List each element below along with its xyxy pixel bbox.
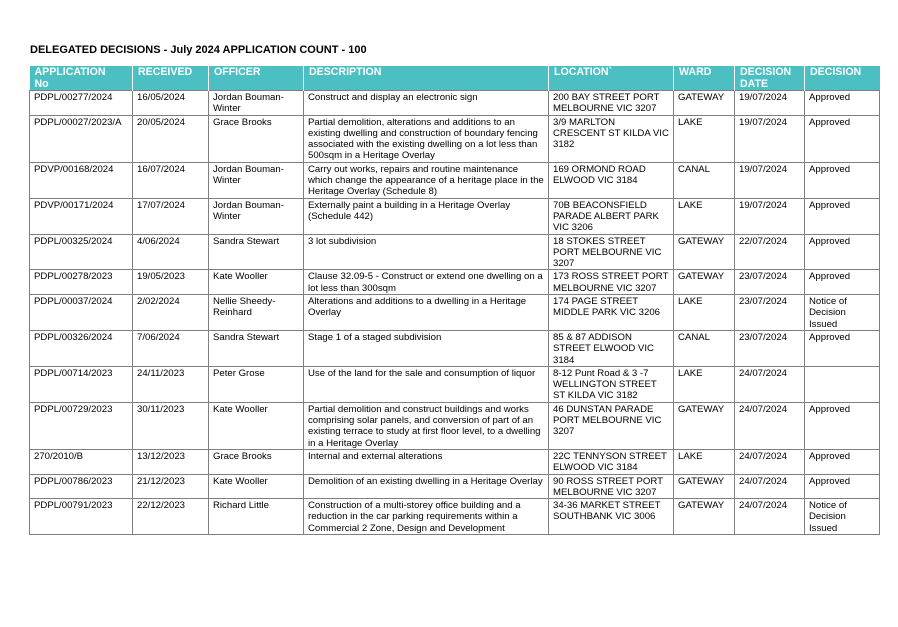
cell-decision-date: 19/07/2024 (735, 115, 805, 162)
cell-received: 7/06/2024 (133, 330, 209, 366)
cell-location: 169 ORMOND ROAD ELWOOD VIC 3184 (549, 162, 674, 198)
cell-application-no: PDPL/00277/2024 (30, 91, 133, 116)
cell-description: Alterations and additions to a dwelling in a Heritage Overlay (304, 295, 549, 331)
cell-decision-date: 19/07/2024 (735, 198, 805, 234)
cell-description: Construction of a multi-storey office building and a reduction in the car parking requirements within a Commercial 2 Zone, Design and Development (304, 499, 549, 535)
cell-description: Demolition of an existing dwelling in a Heritage Overlay (304, 474, 549, 499)
cell-decision-date: 24/07/2024 (735, 402, 805, 449)
cell-ward: GATEWAY (674, 402, 735, 449)
cell-received: 21/12/2023 (133, 474, 209, 499)
cell-officer: Jordan Bouman-Winter (209, 91, 304, 116)
cell-received: 22/12/2023 (133, 499, 209, 535)
cell-location: 18 STOKES STREET PORT MELBOURNE VIC 3207 (549, 234, 674, 270)
cell-location: 200 BAY STREET PORT MELBOURNE VIC 3207 (549, 91, 674, 116)
cell-location: 46 DUNSTAN PARADE PORT MELBOURNE VIC 3207 (549, 402, 674, 449)
cell-application-no: 270/2010/B (30, 449, 133, 474)
cell-location: 85 & 87 ADDISON STREET ELWOOD VIC 3184 (549, 330, 674, 366)
cell-ward: LAKE (674, 295, 735, 331)
cell-description: Use of the land for the sale and consumption of liquor (304, 366, 549, 402)
cell-officer: Kate Wooller (209, 270, 304, 295)
cell-description: Internal and external alterations (304, 449, 549, 474)
cell-decision-date: 22/07/2024 (735, 234, 805, 270)
header-decision-date: DECISION DATE (735, 66, 805, 91)
cell-received: 17/07/2024 (133, 198, 209, 234)
cell-ward: LAKE (674, 115, 735, 162)
cell-application-no: PDPL/00037/2024 (30, 295, 133, 331)
table-row (30, 198, 880, 234)
table-row (30, 234, 880, 270)
cell-description: 3 lot subdivision (304, 234, 549, 270)
cell-received: 19/05/2023 (133, 270, 209, 295)
header-ward: WARD (674, 66, 735, 91)
cell-officer: Sandra Stewart (209, 330, 304, 366)
cell-application-no: PDVP/00171/2024 (30, 198, 133, 234)
table-row (30, 270, 880, 295)
cell-decision: Approved (805, 449, 880, 474)
cell-application-no: PDPL/00278/2023 (30, 270, 133, 295)
table-row (30, 162, 880, 198)
cell-description: Clause 32.09-5 - Construct or extend one dwelling on a lot less than 300sqm (304, 270, 549, 295)
cell-decision: Notice of Decision Issued (805, 295, 880, 331)
cell-received: 20/05/2024 (133, 115, 209, 162)
cell-decision (805, 366, 880, 402)
cell-decision: Notice of Decision Issued (805, 499, 880, 535)
delegated-decisions-table (29, 66, 880, 535)
cell-location: 34-36 MARKET STREET SOUTHBANK VIC 3006 (549, 499, 674, 535)
cell-location: 90 ROSS STREET PORT MELBOURNE VIC 3207 (549, 474, 674, 499)
cell-location: 174 PAGE STREET MIDDLE PARK VIC 3206 (549, 295, 674, 331)
table-row (30, 402, 880, 449)
cell-officer: Grace Brooks (209, 449, 304, 474)
cell-application-no: PDPL/00791/2023 (30, 499, 133, 535)
cell-decision: Approved (805, 162, 880, 198)
cell-application-no: PDPL/00326/2024 (30, 330, 133, 366)
cell-officer: Jordan Bouman-Winter (209, 162, 304, 198)
header-decision: DECISION (805, 66, 880, 91)
cell-location: 70B BEACONSFIELD PARADE ALBERT PARK VIC 3206 (549, 198, 674, 234)
cell-decision-date: 24/07/2024 (735, 366, 805, 402)
cell-received: 30/11/2023 (133, 402, 209, 449)
cell-decision-date: 23/07/2024 (735, 270, 805, 295)
cell-location: 173 ROSS STREET PORT MELBOURNE VIC 3207 (549, 270, 674, 295)
cell-location: 8-12 Punt Road & 3 -7 WELLINGTON STREET ST KILDA VIC 3182 (549, 366, 674, 402)
cell-received: 16/05/2024 (133, 91, 209, 116)
cell-ward: GATEWAY (674, 91, 735, 116)
cell-application-no: PDPL/00027/2023/A (30, 115, 133, 162)
document-title: DELEGATED DECISIONS - July 2024 APPLICATION COUNT - 100 (30, 44, 367, 56)
cell-ward: CANAL (674, 162, 735, 198)
cell-decision-date: 24/07/2024 (735, 474, 805, 499)
cell-decision-date: 19/07/2024 (735, 91, 805, 116)
cell-description: Partial demolition, alterations and additions to an existing dwelling and construction of boundary fencing associated with the existing dwelling on a lot less than 500sqm in a Heritage Overlay (304, 115, 549, 162)
cell-ward: CANAL (674, 330, 735, 366)
cell-decision: Approved (805, 270, 880, 295)
cell-ward: LAKE (674, 366, 735, 402)
cell-decision-date: 23/07/2024 (735, 330, 805, 366)
cell-decision-date: 19/07/2024 (735, 162, 805, 198)
header-application-no: APPLICATION No (30, 66, 133, 91)
cell-ward: LAKE (674, 198, 735, 234)
table-row (30, 115, 880, 162)
cell-decision: Approved (805, 198, 880, 234)
cell-description: Externally paint a building in a Heritage Overlay (Schedule 442) (304, 198, 549, 234)
cell-received: 24/11/2023 (133, 366, 209, 402)
cell-received: 13/12/2023 (133, 449, 209, 474)
table-row (30, 91, 880, 116)
table-row (30, 499, 880, 535)
cell-decision: Approved (805, 474, 880, 499)
cell-decision: Approved (805, 330, 880, 366)
cell-description: Stage 1 of a staged subdivision (304, 330, 549, 366)
cell-location: 22C TENNYSON STREET ELWOOD VIC 3184 (549, 449, 674, 474)
cell-ward: GATEWAY (674, 234, 735, 270)
cell-received: 4/06/2024 (133, 234, 209, 270)
header-received: RECEIVED (133, 66, 209, 91)
cell-description: Partial demolition and construct buildings and works comprising solar panels, and conversion of part of an existing terrace to study at first floor level, to a dwelling in a Heritage Overlay (304, 402, 549, 449)
cell-decision: Approved (805, 234, 880, 270)
cell-officer: Sandra Stewart (209, 234, 304, 270)
cell-decision: Approved (805, 91, 880, 116)
table-row (30, 449, 880, 474)
header-officer: OFFICER (209, 66, 304, 91)
cell-officer: Richard Little (209, 499, 304, 535)
cell-officer: Nellie Sheedy-Reinhard (209, 295, 304, 331)
cell-received: 16/07/2024 (133, 162, 209, 198)
cell-decision: Approved (805, 402, 880, 449)
cell-officer: Grace Brooks (209, 115, 304, 162)
cell-location: 3/9 MARLTON CRESCENT ST KILDA VIC 3182 (549, 115, 674, 162)
cell-officer: Peter Grose (209, 366, 304, 402)
cell-ward: GATEWAY (674, 499, 735, 535)
cell-ward: GATEWAY (674, 474, 735, 499)
cell-decision-date: 24/07/2024 (735, 449, 805, 474)
cell-ward: GATEWAY (674, 270, 735, 295)
cell-decision-date: 24/07/2024 (735, 499, 805, 535)
cell-description: Carry out works, repairs and routine maintenance which change the appearance of a heritage place in the Heritage Overlay (Schedule 8) (304, 162, 549, 198)
table-row (30, 366, 880, 402)
cell-officer: Jordan Bouman-Winter (209, 198, 304, 234)
cell-ward: LAKE (674, 449, 735, 474)
table-row (30, 295, 880, 331)
table-row (30, 474, 880, 499)
table-row (30, 330, 880, 366)
header-description: DESCRIPTION (304, 66, 549, 91)
table-header-row (30, 66, 880, 91)
cell-application-no: PDVP/00168/2024 (30, 162, 133, 198)
cell-decision-date: 23/07/2024 (735, 295, 805, 331)
cell-description: Construct and display an electronic sign (304, 91, 549, 116)
cell-officer: Kate Wooller (209, 402, 304, 449)
cell-application-no: PDPL/00729/2023 (30, 402, 133, 449)
header-location: LOCATION` (549, 66, 674, 91)
cell-received: 2/02/2024 (133, 295, 209, 331)
cell-decision: Approved (805, 115, 880, 162)
cell-application-no: PDPL/00786/2023 (30, 474, 133, 499)
cell-application-no: PDPL/00325/2024 (30, 234, 133, 270)
cell-application-no: PDPL/00714/2023 (30, 366, 133, 402)
cell-officer: Kate Wooller (209, 474, 304, 499)
